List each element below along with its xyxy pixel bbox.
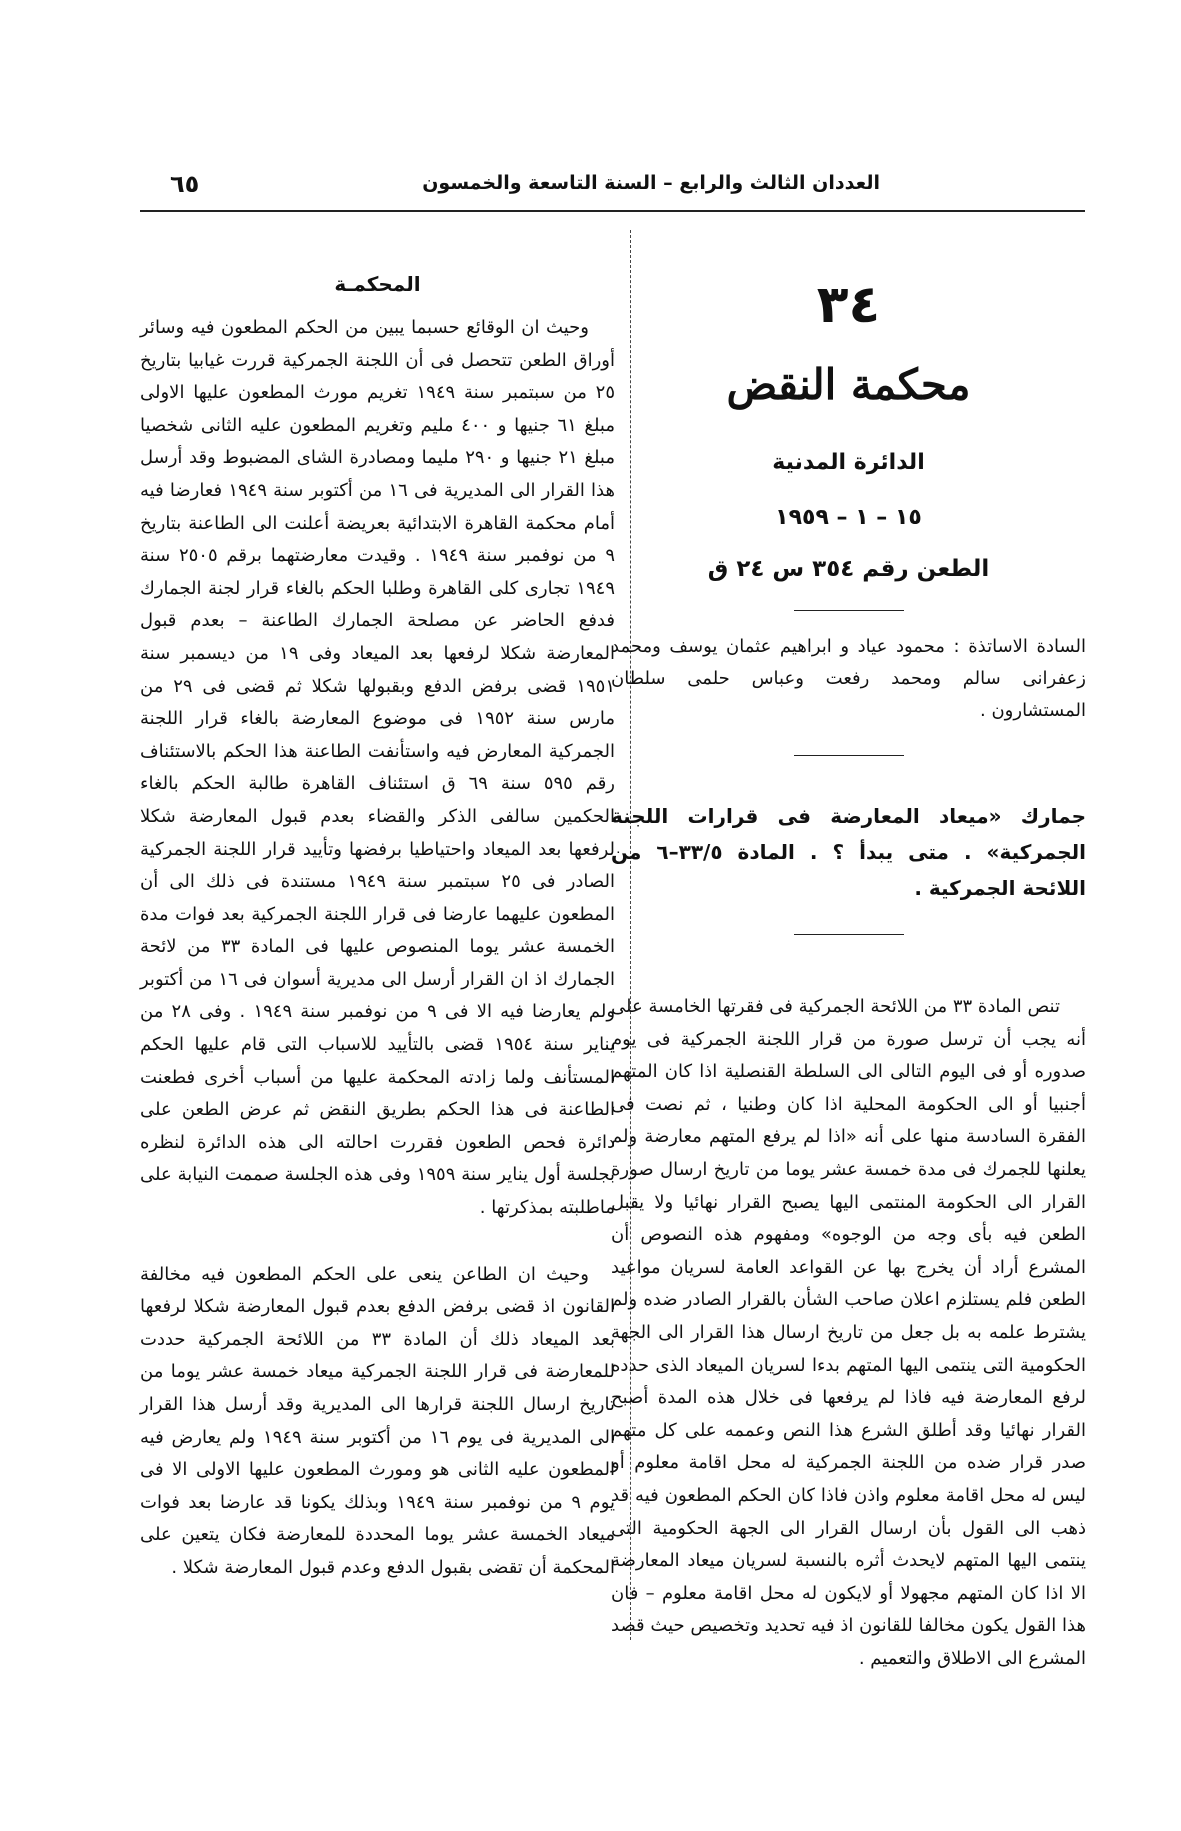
section-rule [794, 755, 904, 756]
section-rule [794, 934, 904, 935]
court-name: محكمة النقض [726, 360, 971, 409]
section-rule [794, 610, 904, 611]
case-number: ٣٤ [816, 275, 881, 335]
facts-paragraph: وحيث ان الوقائع حسبما يبين من الحكم المطعون فيه وسائر أوراق الطعن تتحصل فى أن اللجنة الجمركية قررت غيابيا بتاريخ ٢٥ من سبتمبر سنة ١٩٤٩ تغريم مورث المطعون عليها الاولى مبلغ ٦١ جنيها و ٤٠٠ مليم وتغريم المطعون عليه الثانى شخصيا مبلغ ٢١ جنيها و ٢٩٠ مليما ومصادرة الشاى المضبوط وقد أرسل هذا القرار الى المديرية فى ١٦ من أكتوبر سنة ١٩٤٩ فعارضا فيه أمام محكمة القاهرة الابتدائية بعريضة أعلنت الى الطاعنة بتاريخ ٩ من نوفمبر سنة ١٩٤٩ . وقيدت معارضتهما برقم ٢٥٠٥ سنة ١٩٤٩ تجارى كلى القاهرة وطلبا الحكم بالغاء قرار لجنة الجمارك فدفع الحاضر عن مصلحة الجمارك الطاعنة – بعدم قبول المعارضة شكلا لرفعها بعد الميعاد وفى ١٩ من ديسمبر سنة ١٩٥١ قضى برفض الدفع وبقبولها شكلا ثم قضى فى ٢٩ من مارس سنة ١٩٥٢ فى موضوع المعارضة بالغاء قرار اللجنة الجمركية المعارض فيه واستأنفت الطاعنة هذا الحكم بالاستئناف رقم ٥٩٥ سنة ٦٩ ق استئناف القاهرة طالبة الحكم بالغاء الحكمين سالفى الذكر والقضاء بعدم قبول المعارضة شكلا لرفعها بعد الميعاد واحتياطيا برفضها وتأييد قرار اللجنة الجمركية الصادر فى ٢٥ سبتمبر سنة ١٩٤٩ مستندة فى ذلك الى أن المطعون عليهما عارضا فى قرار اللجنة الجمركية بعد فوات مدة الخمسة عشر يوما المنصوص عليها فى المادة ٣٣ من لائحة الجمارك اذ ان القرار أرسل الى مديرية أسوان فى ١٦ من أكتوبر ولم يعارضا فيه الا فى ٩ من نوفمبر سنة ١٩٤٩ . وفى ٢٨ من يناير سنة ١٩٥٤ قضى بالتأييد للاسباب التى قام عليها الحكم المستأنف ولما زادته المحكمة عليها من أسباب أخرى فطعنت الطاعنة فى هذا الحكم بطريق النقض ثم عرض الطعن على دائرة فحص الطعون فقررت احالته الى هذه الدائرة لنظره بجلسة أول يناير سنة ١٩٥٩ وفى هذه الجلسة صممت النيابة على ماطلبته بمذكرتها . [140, 317, 616, 1219]
left-column [140, 260, 615, 1585]
court-section-title: المحكمـة [334, 272, 421, 296]
legal-principle-text: تنص المادة ٣٣ من اللائحة الجمركية فى فقرتها الخامسة على أنه يجب أن ترسل صورة من قرار اللجنة الجمركية فى يوم صدوره أو فى اليوم التالى الى السلطة القنصلية اذا كان المتهم أجنبيا أو الى الحكومة المحلية اذا كان وطنيا ، ثم نصت فى الفقرة السادسة منها على أنه «اذا لم يرفع المتهم معارضة ولم يعلنها للجمرك فى مدة خمسة عشر يوما من تاريخ ارسال صورة القرار الى الحكومة المنتمى اليها يصبح القرار نهائيا ولا يقبل الطعن فيه بأى وجه من الوجوه» ومفهوم هذه النصوص أن المشرع أراد أن يخرج بها عن القواعد العامة لسريان مواعيد الطعن فلم يستلزم اعلان صاحب الشأن بالقرار الصادر ضده ولم يشترط علمه به بل جعل من تاريخ ارسال هذا القرار الى الجهة الحكومية التى ينتمى اليها المتهم بدءا لسريان الميعاد الذى حدده لرفع المعارضة فيه فاذا لم يرفعها فى خلال هذه المدة أصبح القرار نهائيا وقد أطلق الشرع هذا النص وعممه على كل متهم صدر قرار ضده من اللجنة الجمركية له محل اقامة معلوم أو ليس له محل اقامة معلوم واذن فاذا كان الحكم المطعون فيه قد ذهب الى القول بأن ارسال القرار الى الجهة الحكومية التى ينتمى اليها المتهم لايحدث أثره بالنسبة لسريان ميعاد المعارضة الا اذا كان المتهم مجهولا أو لايكون له محل اقامة معلوم – فان هذا القول يكون مخالفا للقانون اذ فيه تحديد وتخصيص حيث قصد المشرع الى الاطلاق والتعميم . [611, 996, 1086, 1669]
appeal-number: الطعن رقم ٣٥٤ س ٢٤ ق [707, 556, 990, 582]
grounds-paragraph: وحيث ان الطاعن ينعى على الحكم المطعون فيه مخالفة القانون اذ قضى برفض الدفع بعدم قبول المعارضة شكلا لرفعها بعد الميعاد ذلك أن المادة ٣٣ من اللائحة الجمركية حددت للمعارضة فى قرار اللجنة الجمركية ميعاد خمسة عشر يوما من تاريخ ارسال اللجنة قرارها الى المديرية وقد أرسل هذا القرار الى المديرية فى يوم ١٦ من أكتوبر سنة ١٩٤٩ ولم يعارض فيه المطعون عليه الثانى هو ومورث المطعون عليها الاولى الا فى يوم ٩ من نوفمبر سنة ١٩٤٩ وبذلك يكونا قد عارضا بعد فوات ميعاد الخمسة عشر يوما المحددة للمعارضة فكان يتعين على المحكمة أن تقضى بقبول الدفع وعدم قبول المعارضة شكلا . [140, 1263, 616, 1578]
page-number: ٦٥ [170, 170, 200, 198]
judges-list: السادة الاساتذة : محمود عياد و ابراهيم عثمان يوسف ومحمد زعفرانى سالم ومحمد رفعت وعباس حلمى سلطان المستشارون . [611, 636, 1086, 721]
circuit-name: الدائرة المدنية [772, 450, 925, 475]
running-title: العددان الثالث والرابع – السنة التاسعة والخمسون [422, 172, 880, 194]
right-column [611, 250, 1086, 1675]
headnote: جمارك «ميعاد المعارضة فى قرارات اللجنة الجمركية» . متى يبدأ ؟ . المادة ٣٣/٥–٦ من اللائحة الجمركية . [611, 804, 1087, 900]
judgment-date: ١٥ – ١ – ١٩٥٩ [775, 505, 922, 530]
running-header [140, 168, 1085, 212]
